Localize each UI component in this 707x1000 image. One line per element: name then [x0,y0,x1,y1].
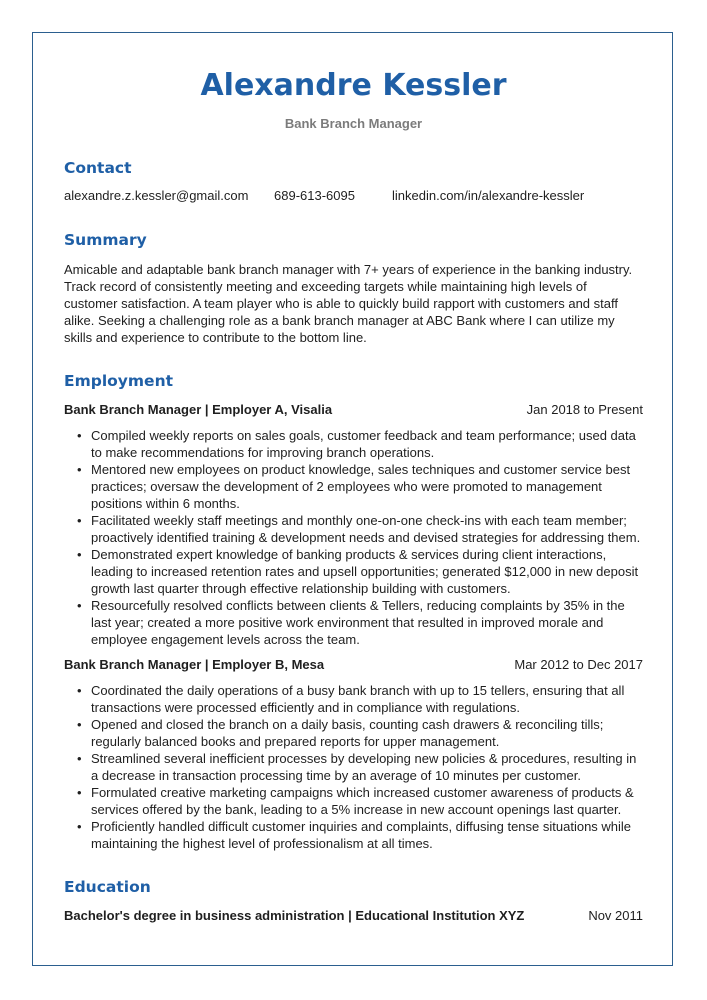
job-bullet: • Compiled weekly reports on sales goals, customer feedback and team performance; used data to make recommendations for improving branch operations. [91,427,643,461]
job-bullet: • Formulated creative marketing campaigns which increased customer awareness of products & services offered by the bank, leading to a 5% increase in new account openings last quarter. [91,784,643,818]
job-title: Bank Branch Manager | Employer A, Visalia [64,402,333,417]
contact-heading: Contact [64,159,132,177]
linkedin-link[interactable]: linkedin.com/in/alexandre-kessler [392,188,585,203]
employment-heading: Employment [64,372,174,390]
job-bullet: • Resourcefully resolved conflicts between clients & Tellers, reducing complaints by 35% in the last year; created a more positive work environment that resulted in improved morale and employee engagement levels across the team. [91,597,643,648]
job-title: Bank Branch Manager | Employer B, Mesa [64,657,325,672]
education-entry [64,908,643,925]
job-bullet: • Opened and closed the branch on a daily basis, counting cash drawers & reconciling tills; regularly balanced books and prepared reports for upper management. [91,716,643,750]
email-link[interactable]: alexandre.z.kessler@gmail.com [64,188,249,203]
job-bullet-list [64,427,643,648]
job-bullet: • Demonstrated expert knowledge of banking products & services during client interactions, leading to increased retention rates and upsell opportunities; generated $12,000 in new deposit growth last quarter through effective relationship building with customers. [91,546,643,597]
summary-heading: Summary [64,231,147,249]
job-role-subtitle: Bank Branch Manager [284,116,423,131]
job-dates: Mar 2012 to Dec 2017 [514,657,643,672]
job-header [64,657,643,674]
job-bullet: • Streamlined several inefficient processes by developing new policies & procedures, resulting in a decrease in transaction processing time by an average of 10 minutes per customer. [91,750,643,784]
job-bullet-list [64,682,643,852]
job-bullet: • Mentored new employees on product knowledge, sales techniques and customer service best practices; oversaw the development of 2 employees who were promoted to management positions within 6 months. [91,461,643,512]
job-dates: Jan 2018 to Present [526,402,643,417]
degree-title: Bachelor's degree in business administration | Educational Institution XYZ [64,908,525,923]
phone-number: 689-613-6095 [274,188,355,203]
job-bullet: • Coordinated the daily operations of a busy bank branch with up to 15 tellers, ensuring that all transactions were processed efficiently and in compliance with regulations. [91,682,643,716]
candidate-name: Alexandre Kessler [200,68,507,103]
summary-text: Amicable and adaptable bank branch manager with 7+ years of experience in the banking industry. Track record of consistently meeting and exceeding targets while maintaining high levels of customer satisfaction. A team player who is able to quickly build rapport with customers and staff alike. Seeking a challenging role as a bank branch manager at ABC Bank where I can utilize my skills and experience to contribute to the bottom line. [64,262,633,345]
degree-date: Nov 2011 [588,908,643,923]
job-bullet: • Proficiently handled difficult customer inquiries and complaints, diffusing tense situations while maintaining the highest level of professionalism at all times. [91,818,643,852]
job-bullet: • Facilitated weekly staff meetings and monthly one-on-one check-ins with each team member; proactively identified training & development needs and devised strategies for addressing them. [91,512,643,546]
education-heading: Education [64,878,151,896]
job-header [64,402,643,419]
